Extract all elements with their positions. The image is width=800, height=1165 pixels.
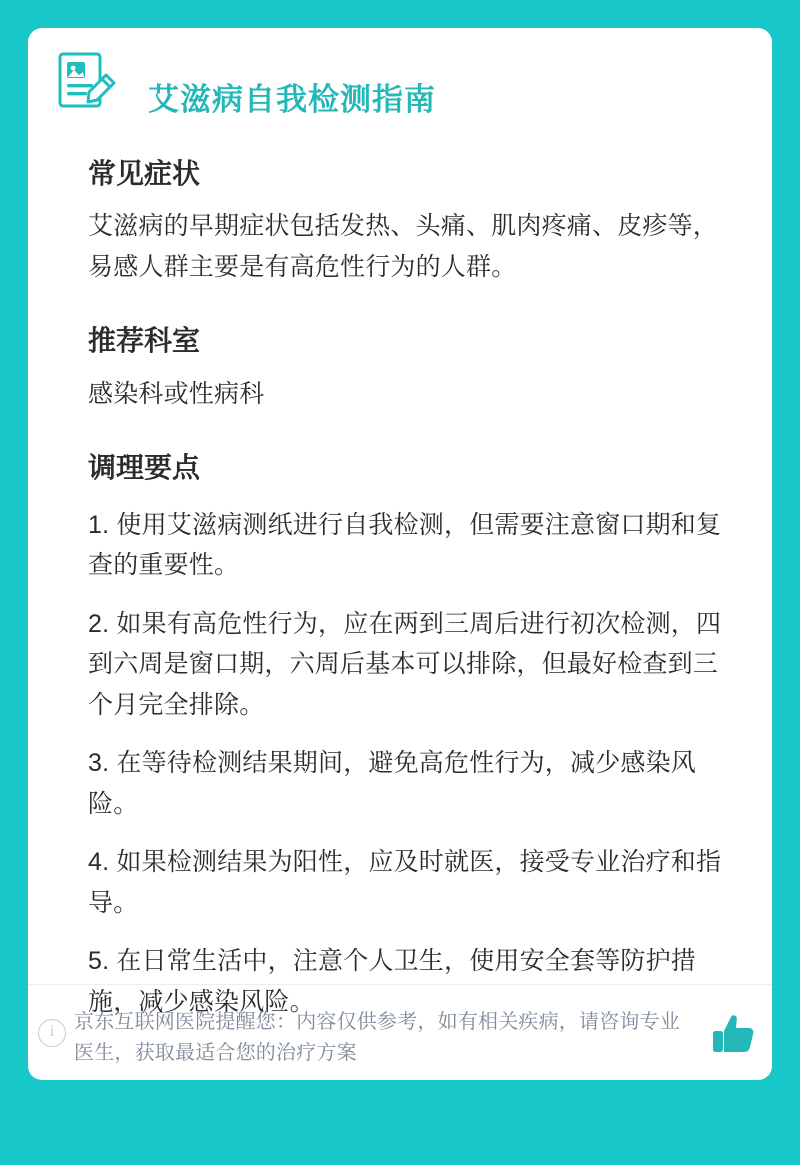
- list-item: 3. 在等待检测结果期间，避免高危性行为，减少感染风险。: [88, 749, 696, 818]
- document-image-icon: [58, 52, 116, 114]
- section-body-department: 感染科或性病科: [88, 379, 265, 408]
- list-item: 4. 如果检测结果为阳性，应及时就医，接受专业治疗和指导。: [88, 848, 722, 917]
- section-body-symptoms: 艾滋病的早期症状包括发热、头痛、肌肉疼痛、皮疹等，易感人群主要是有高危性行为的人群。: [88, 212, 719, 281]
- info-circle-icon: i: [38, 1019, 66, 1047]
- section-heading-department: 推荐科室: [88, 325, 201, 357]
- footer-disclaimer: [28, 984, 772, 1080]
- thumbs-up-icon[interactable]: [710, 1011, 758, 1057]
- list-item: 1. 使用艾滋病测纸进行自我检测，但需要注意窗口期和复查的重要性。: [88, 510, 722, 580]
- section-heading-symptoms: 常见症状: [88, 158, 201, 189]
- footer-text: 京东互联网医院提醒您：内容仅供参考，如有相关疾病，请咨询专业医生，获取最适合您的治疗方案: [74, 1011, 680, 1064]
- section-heading-tips: 调理要点: [88, 452, 201, 484]
- content-card: [28, 28, 772, 1080]
- document-body: [58, 138, 746, 1022]
- page-title: 艾滋病自我检测指南: [148, 82, 436, 117]
- tips-list: [58, 505, 746, 1023]
- list-item: 2. 如果有高危性行为，应在两到三周后进行初次检测，四到六周是窗口期，六周后基本可以排除，但最好检查到三个月完全排除。: [88, 609, 722, 719]
- list-item: 5. 在日常生活中，注意个人卫生，使用安全套等防护措施，减少感染风险。: [88, 947, 696, 1016]
